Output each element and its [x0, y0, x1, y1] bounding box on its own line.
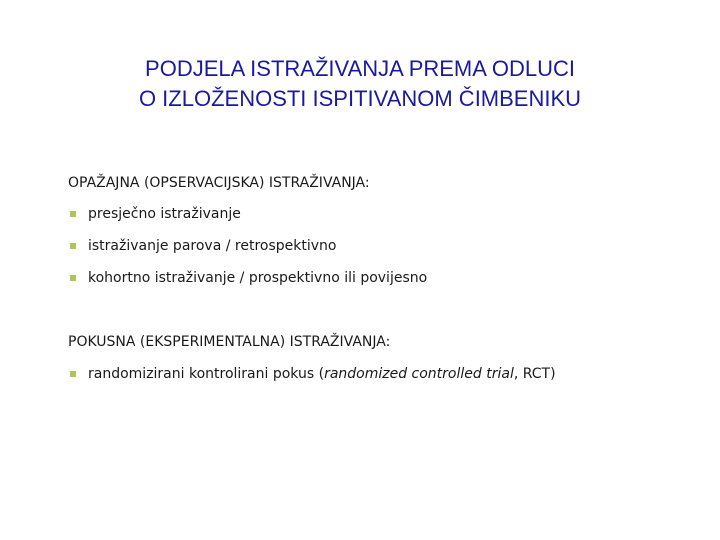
rct-suffix: , RCT) — [513, 366, 556, 382]
list-item-label: kohortno istraživanje / prospektivno ili povijesno — [88, 270, 428, 286]
list-item — [70, 206, 241, 222]
list-item-label — [88, 366, 556, 382]
observational-heading: OPAŽAJNA (OPSERVACIJSKA) ISTRAŽIVANJA: — [68, 175, 370, 191]
list-item — [70, 238, 336, 254]
bullet-icon — [70, 211, 76, 217]
rct-prefix: randomizirani kontrolirani pokus ( — [88, 366, 325, 382]
bullet-icon — [70, 243, 76, 249]
list-item — [70, 270, 427, 286]
title-line-2: O IZLOŽENOSTI ISPITIVANOM ČIMBENIKU — [138, 86, 582, 111]
experimental-heading: POKUSNA (EKSPERIMENTALNA) ISTRAŽIVANJA: — [68, 334, 391, 350]
slide-title — [0, 54, 720, 114]
list-item-label: istraživanje parova / retrospektivno — [88, 238, 337, 254]
rct-english-term: randomized controlled trial — [324, 366, 514, 382]
list-item-label: presječno istraživanje — [88, 206, 241, 222]
bullet-icon — [70, 275, 76, 281]
bullet-icon — [70, 371, 76, 377]
title-line-1: PODJELA ISTRAŽIVANJA PREMA ODLUCI — [145, 56, 575, 81]
list-item — [70, 366, 556, 382]
